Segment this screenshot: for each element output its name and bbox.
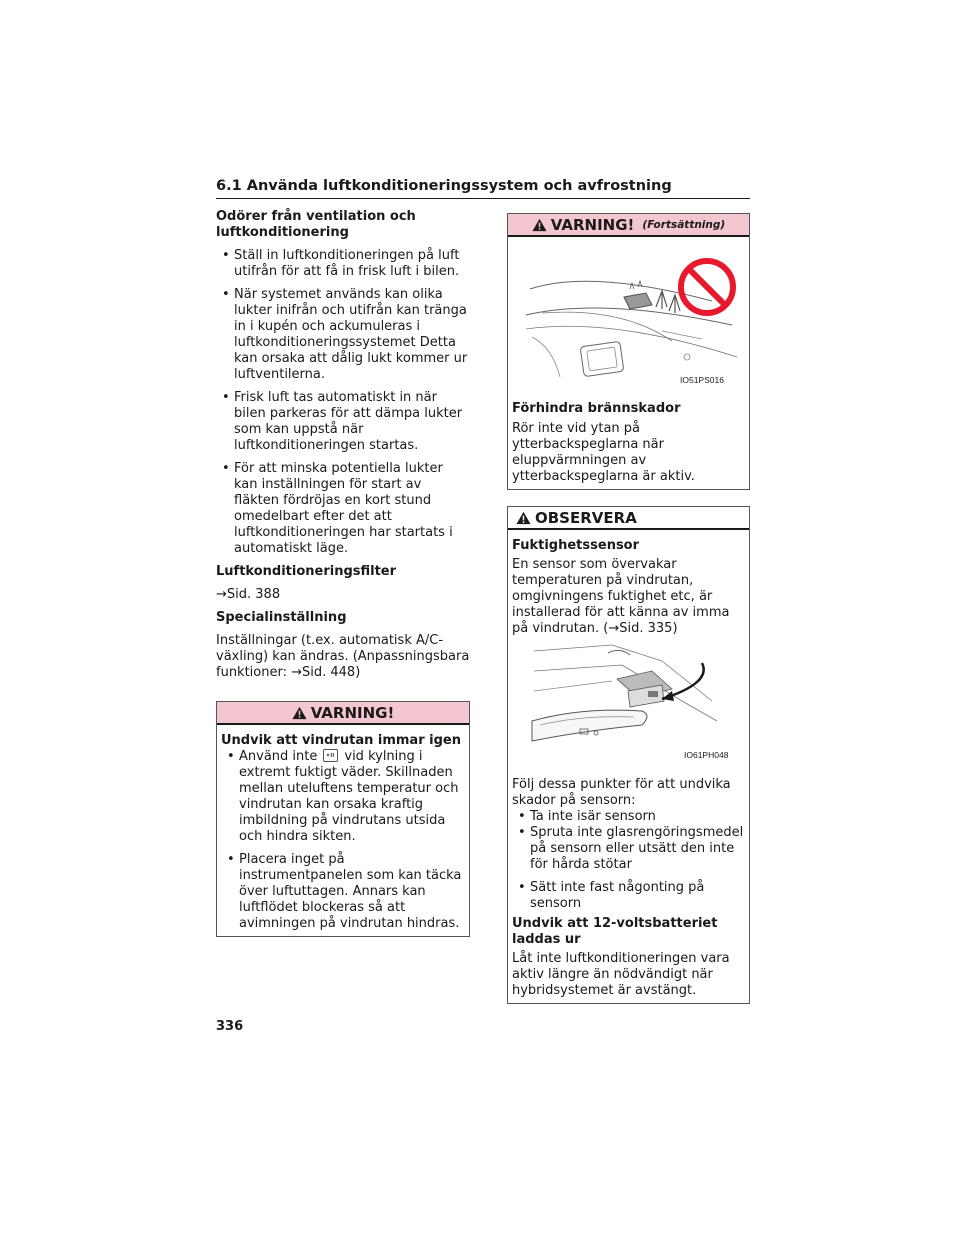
page-number: 336 (216, 1019, 244, 1034)
filter-page-link[interactable]: →Sid. 388 (216, 587, 281, 602)
warning-subheading: Undvik att vindrutan immar igen (221, 733, 461, 748)
sensor-text: En sensor som övervakar temperaturen på vindrutan, omgivningens fuktighet etc, är installerad för att känna av imma på vindrutan. (→Sid. 335) (512, 557, 730, 636)
warning-header (217, 702, 469, 725)
list-item: • Ta inte isär sensorn (512, 809, 745, 825)
bullet-text-before: Använd inte (239, 749, 318, 764)
battery-heading: Undvik att 12-voltsbatteriet laddas ur (512, 916, 718, 947)
notice-header (508, 507, 749, 530)
mirror-heater-figure (512, 237, 745, 387)
odor-heading: Odörer från ventilation och luftkonditionering (216, 209, 416, 240)
warning-continued-header (508, 214, 749, 237)
burn-text: Rör inte vid ytan på ytterbackspeglarna när eluppvärmningen av ytterbackspeglarna är aktiv. (512, 421, 695, 484)
warning-continued-title: VARNING! (550, 215, 635, 234)
battery-text: Låt inte luftkonditioneringen vara aktiv längre än nödvändigt när hybridsystemet är avstängt. (512, 951, 730, 998)
notice-title: OBSERVERA (535, 508, 637, 527)
warning-box (216, 701, 470, 937)
figure-label: IO61PH048 (684, 750, 729, 760)
notice-box (507, 506, 750, 1004)
warning-list (221, 749, 465, 932)
warning-triangle-icon (292, 706, 307, 720)
notice-body (508, 530, 749, 1003)
odor-list (216, 248, 470, 557)
burn-heading: Förhindra brännskador (512, 401, 681, 416)
list-item: • Placera inget på instrumentpanelen som kan täcka över luftuttagen. Annars kan luftflödet blockeras så att avimningen på vindrutan hindras. (221, 852, 465, 932)
section-header (216, 178, 750, 199)
list-item: • När systemet används kan olika lukter inifrån och utifrån kan tränga in i kupén och ackumuleras i luftkonditioneringssystemet Detta kan orsaka att dålig lukt kommer ur luftventilerna. (216, 287, 470, 383)
warning-continued-body (508, 237, 749, 489)
list-item: • Frisk luft tas automatiskt in när bilen parkeras för att dämpa lukter som kan uppstå när luftkonditioneringen startas. (216, 390, 470, 454)
defroster-icon (323, 749, 338, 762)
warning-continued-subtitle: (Fortsättning) (642, 218, 726, 231)
sensor-intro: Följ dessa punkter för att undvika skador på sensorn: (512, 777, 731, 808)
bullet-text-after: vid kylning i extremt fuktigt väder. Skillnaden mellan uteluftens temperatur och vindrutan kan orsaka kraftig imbildning på vindrutans utsida och hindra sikten. (239, 749, 459, 844)
warning-triangle-icon (532, 218, 547, 232)
notice-triangle-icon (516, 511, 531, 525)
warning-body (217, 725, 469, 936)
special-heading: Specialinställning (216, 610, 347, 625)
list-item: • Spruta inte glasrengöringsmedel på sensorn eller utsätt den inte för hårda stötar (512, 825, 745, 873)
filter-heading: Luftkonditioneringsfilter (216, 564, 397, 579)
list-item: • Ställ in luftkonditioneringen på luft utifrån för att få in frisk luft i bilen. (216, 248, 470, 280)
list-item (221, 749, 465, 845)
sensor-list (512, 809, 745, 912)
list-item: • Sätt inte fast någonting på sensorn (512, 880, 745, 912)
figure-label: IO51PS016 (680, 375, 724, 385)
dashboard-illustration (512, 237, 745, 387)
sensor-heading: Fuktighetssensor (512, 538, 640, 553)
left-column (216, 209, 470, 937)
warning-continued-box (507, 213, 750, 490)
right-column (507, 213, 750, 1004)
list-item: • För att minska potentiella lukter kan inställningen för start av fläkten fördröjas en kort stund omedelbart efter det att luftkonditioneringen har startats i automatiskt läge. (216, 461, 470, 557)
sensor-figure (512, 641, 745, 771)
section-title: 6.1 Använda luftkonditioneringssystem och avfrostning (216, 178, 672, 194)
warning-title: VARNING! (310, 703, 395, 722)
special-text: Inställningar (t.ex. automatisk A/C-växling) kan ändras. (Anpassningsbara funktioner: →Sid. 448) (216, 633, 470, 680)
